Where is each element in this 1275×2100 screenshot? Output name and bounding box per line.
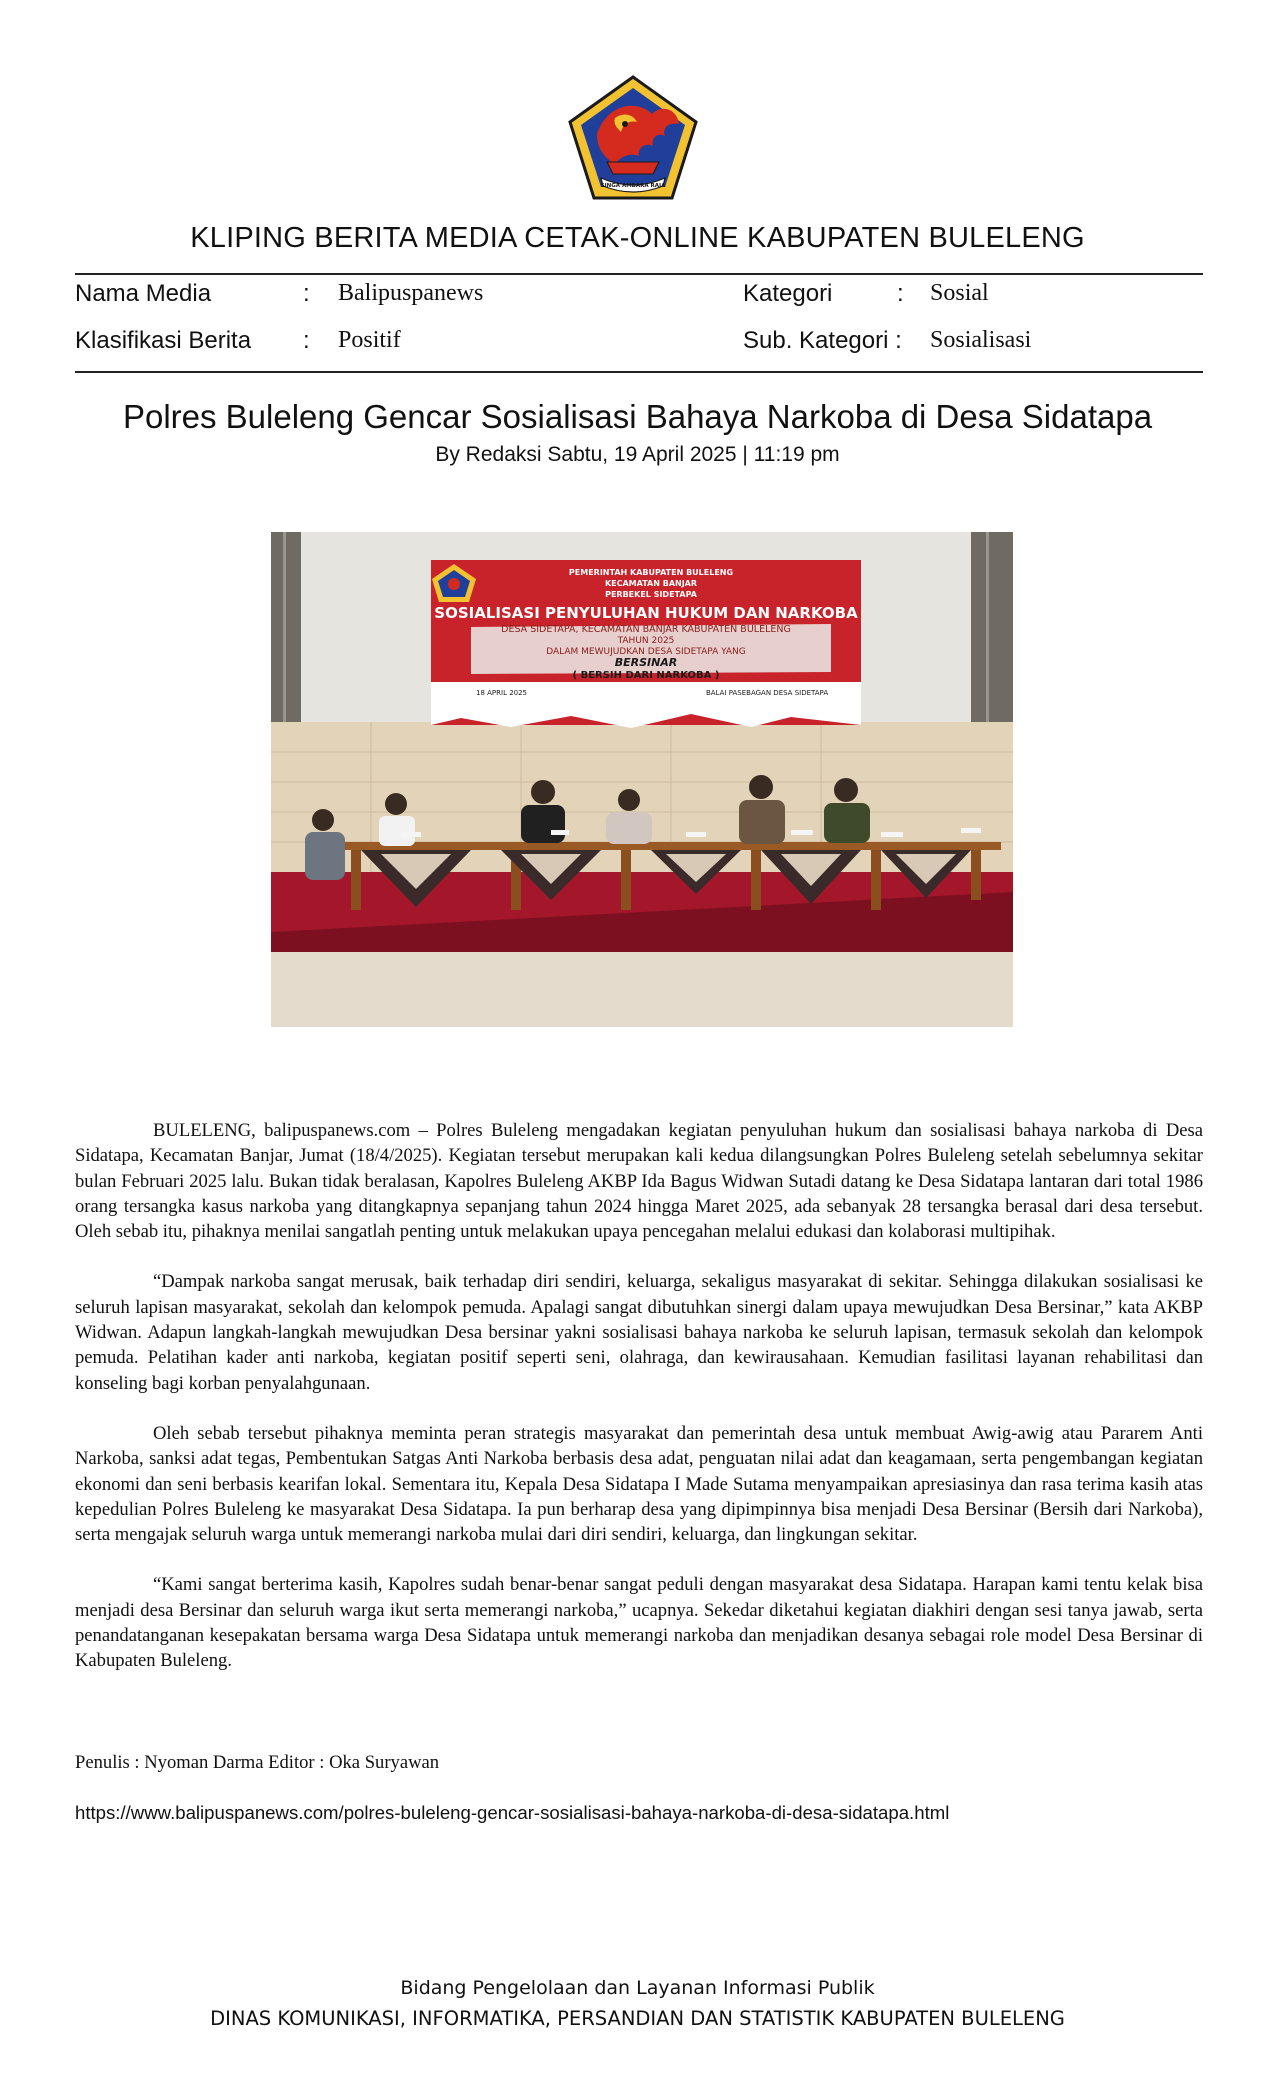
top-divider [75, 273, 1203, 275]
article-photo [271, 532, 1013, 1027]
media-label: Nama Media [75, 280, 212, 307]
banner-sub2: TAHUN 2025 [617, 636, 675, 646]
document-header-title: KLIPING BERITA MEDIA CETAK-ONLINE KABUPATEN BULELENG [190, 222, 1085, 254]
article-title: Polres Buleleng Gencar Sosialisasi Bahaya Narkoba di Desa Sidatapa [122, 398, 1153, 435]
article-url: https://www.balipuspanews.com/polres-buleleng-gencar-sosialisasi-bahaya-narkoba-di-desa-sidatapa.html [75, 1802, 950, 1823]
media-colon: : [303, 280, 310, 307]
article-paragraph: BULELENG, balipuspanews.com – Polres Buleleng mengadakan kegiatan penyuluhan hukum dan sosialisasi bahaya narkoba di Desa Sidatapa, Kecamatan Banjar, Jumat (18/4/2025). Kegiatan tersebut merupakan kali kedua dilangsungkan Polres Buleleng setelah sebelumnya sekitar bulan Februari 2025 lalu. Bukan tidak beralasan, Kapolres Buleleng AKBP Ida Bagus Widwan Sutadi datang ke Desa Sidatapa lantaran dari total 1986 orang tersangka kasus narkoba yang ditangkapnya sepanjang tahun 2024 hingga Maret 2025, ada sebanyak 28 tersangka berasal dari desa tersebut. Oleh sebab itu, pihaknya menilai sangatlah penting untuk melakukan upaya pencegahan melalui edukasi dan kolaborasi multipihak. [75, 1120, 1203, 1243]
article-byline: By Redaksi Sabtu, 19 April 2025 | 11:19 pm [435, 443, 840, 466]
banner-line3: PERBEKEL SIDETAPA [605, 590, 697, 599]
banner-sub1: DESA SIDETAPA, KECAMATAN BANJAR KABUPATEN BULELENG [501, 624, 791, 635]
banner-date: 18 APRIL 2025 [476, 689, 528, 697]
banner-sub3: DALAM MEWUJUDKAN DESA SIDETAPA YANG [546, 647, 746, 657]
article-paragraph: Oleh sebab tersebut pihaknya meminta peran strategis masyarakat dan pemerintah desa untuk membuat Awig-awig atau Pararem Anti Narkoba, sanksi adat tegas, Pembentukan Satgas Anti Narkoba berbasis desa adat, penguatan nilai adat dan keagamaan, serta pengembangan kegiatan ekonomi dan seni berbasis kearifan lokal. Sementara itu, Kepala Desa Sidatapa I Made Sutama menyampaikan apresiasinya dan rasa terima kasih atas kepedulian Polres Buleleng ke masyarakat Desa Sidatapa. Ia pun berharap desa yang dipimpinnya bisa menjadi Desa Bersinar (Bersih dari Narkoba), serta mengajak seluruh warga untuk memerangi narkoba mulai dari diri sendiri, keluarga, dan lingkungan sekitar. [75, 1422, 1203, 1546]
subkategori-label: Sub. Kategori : [743, 327, 902, 354]
meta-row-1 [75, 280, 1203, 316]
banner-bersih: ( BERSIH DARI NARKOBA ) [572, 670, 720, 681]
banner-title: SOSIALISASI PENYULUHAN HUKUM DAN NARKOBA [434, 604, 858, 622]
article-credits: Penulis : Nyoman Darma Editor : Oka Suryawan [75, 1752, 440, 1773]
subkategori-value: Sosialisasi [930, 327, 1032, 353]
kategori-value: Sosial [930, 280, 989, 306]
meta-divider [75, 371, 1203, 373]
event-photo-illustration [271, 532, 1013, 1027]
article-body [75, 1118, 1203, 1699]
klasifikasi-value: Positif [338, 327, 401, 353]
article-paragraph: “Dampak narkoba sangat merusak, baik terhadap diri sendiri, keluarga, sekaligus masyarakat di sekitar. Sehingga dilakukan sosialisasi ke seluruh lapisan masyarakat, sekolah dan kelompok pemuda. Apalagi sangat dibutuhkan sinergi dalam upaya mewujudkan Desa Bersinar,” kata AKBP Widwan. Adapun langkah-langkah mewujudkan Desa bersinar yakni sosialisasi bahaya narkoba ke seluruh lapisan, termasuk sekolah dan kelompok pemuda. Pelatihan kader anti narkoba, kegiatan positif seperti seni, olahraga, dan kewirausahaan. Kemudian fasilitasi layanan rehabilitasi dan konseling bagi korban penyalahgunaan. [75, 1271, 1203, 1394]
footer-line-1: Bidang Pengelolaan dan Layanan Informasi Publik [400, 1977, 875, 1999]
klasifikasi-colon: : [303, 327, 310, 354]
banner-line2: KECAMATAN BANJAR [604, 579, 698, 588]
footer-line-2: DINAS KOMUNIKASI, INFORMATIKA, PERSANDIAN DAN STATISTIK KABUPATEN BULELENG [210, 2007, 1065, 2030]
banner-line1: PEMERINTAH KABUPATEN BULELENG [568, 568, 734, 577]
banner-bersinar: BERSINAR [614, 656, 678, 669]
article-paragraph: “Kami sangat berterima kasih, Kapolres sudah benar-benar sangat peduli dengan masyarakat desa Sidatapa. Harapan kami tentu kelak bisa menjadi desa Bersinar dan seluruh warga ikut serta memerangi narkoba,” ucapnya. Sekedar diketahui kegiatan diakhiri dengan sesi tanya jawab, serta penandatanganan kesepakatan bersama warga Desa Sidatapa untuk memerangi narkoba dan menjadikan desanya sebagai role model Desa Bersinar di Kabupaten Buleleng. [75, 1574, 1203, 1672]
regency-logo [567, 74, 699, 202]
kategori-colon: : [897, 280, 904, 307]
regency-emblem-icon [567, 74, 699, 202]
banner-place: BALAI PASEBAGAN DESA SIDETAPA [706, 689, 829, 697]
klasifikasi-label: Klasifikasi Berita [75, 327, 252, 354]
media-value: Balipuspanews [338, 280, 484, 306]
kategori-label: Kategori [743, 280, 833, 307]
logo-motto: SINGA AMBARA RAJA [600, 183, 666, 189]
meta-row-2 [75, 327, 1203, 363]
